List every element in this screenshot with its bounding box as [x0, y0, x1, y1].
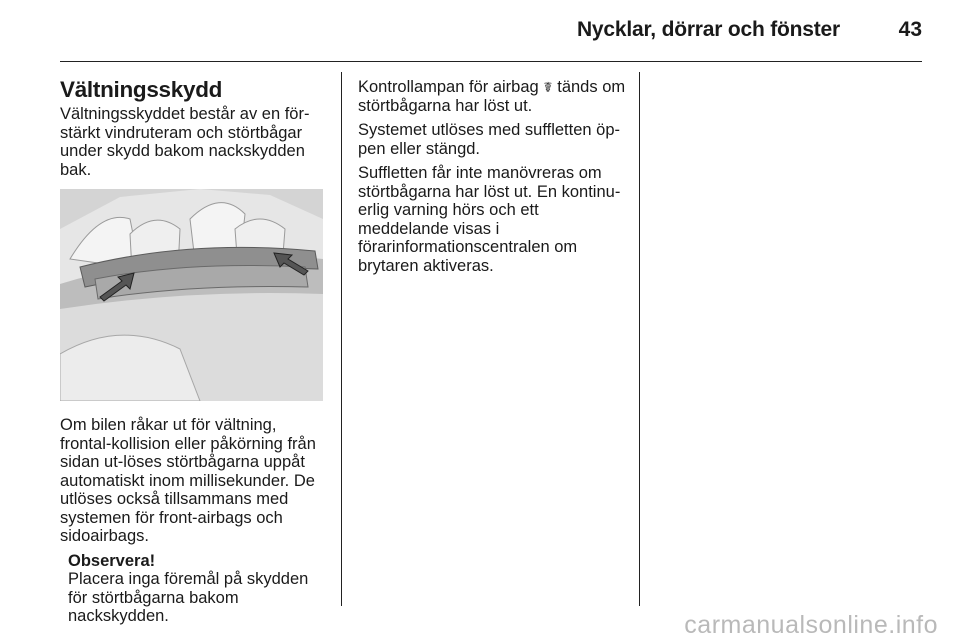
header-divider: [60, 61, 922, 62]
airbag-text-before: Kontrollampan för airbag: [358, 78, 544, 96]
watermark: carmanualsonline.info: [684, 611, 938, 639]
section-heading: Vältningsskydd: [60, 77, 223, 102]
trigger-paragraph: Systemet utlöses med suffletten öp-pen eller stängd.: [358, 121, 620, 158]
column-divider-left: [341, 72, 342, 606]
note-label: Observera!: [68, 551, 156, 570]
column-middle: [358, 78, 630, 275]
page-number: 43: [898, 18, 922, 41]
body-paragraph: Om bilen råkar ut för vältning, frontal-kollision eller påkörning från sidan ut-löses störtbågarna uppåt automatiskt inom millisekunder. De utlöses också tillsammans med systemen för front-airbags och sidoairbags.: [60, 416, 316, 545]
convertible-top-paragraph: Suffletten får inte manövreras om störtbågarna har löst ut. En kontinu-erlig varning hörs och ett meddelande visas i förarinformationscentralen om brytaren aktiveras.: [358, 164, 621, 275]
column-divider-right: [639, 72, 640, 606]
rollover-protection-illustration: [60, 189, 323, 401]
airbag-lamp-paragraph: [358, 78, 630, 115]
note-block: [68, 552, 330, 626]
airbag-text-after: tänds om störtbågarna har löst ut.: [358, 78, 626, 115]
airbag-warning-icon: ☤: [543, 79, 553, 95]
intro-paragraph: Vältningsskyddet består av en för-stärkt vindruteram och störtbågar under skydd bakom nackskydden bak.: [60, 105, 310, 179]
page-title: Nycklar, dörrar och fönster: [576, 18, 840, 41]
column-left: [60, 78, 330, 626]
note-text: Placera inga föremål på skydden för störtbågarna bakom nackskydden.: [68, 570, 309, 625]
